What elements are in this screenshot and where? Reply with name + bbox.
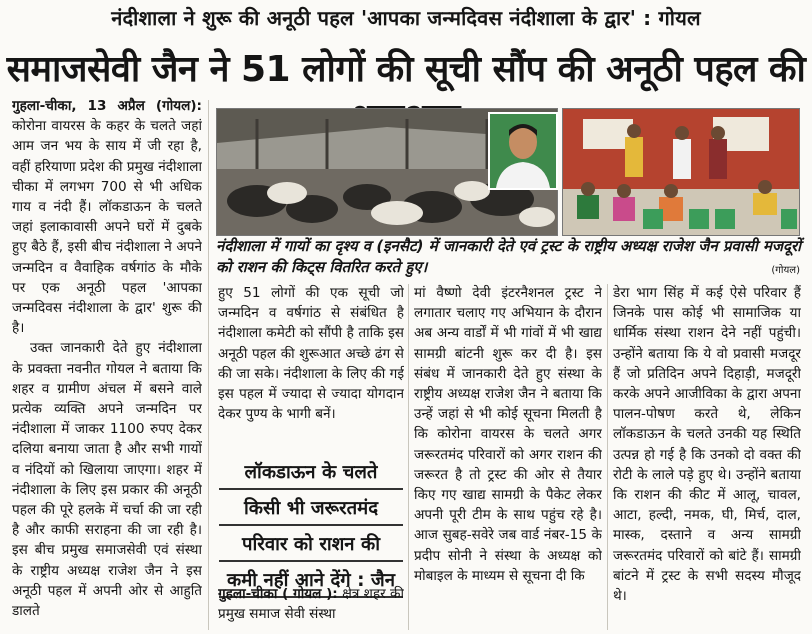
dateline: गुहला-चीका, 13 अप्रैल (गोयल): bbox=[12, 98, 202, 114]
portrait-icon bbox=[490, 114, 556, 188]
pull-quote-line: किसी भी जरूरतमंद bbox=[219, 494, 403, 526]
column-divider bbox=[607, 284, 608, 630]
pull-quote bbox=[219, 454, 403, 602]
column-divider bbox=[208, 100, 209, 630]
column-1-para-1 bbox=[12, 96, 202, 338]
main-headline: समाजसेवी जैन ने 51 लोगों की सूची सौंप की अनूठी पहल की bbox=[6, 49, 806, 90]
portrait-photo bbox=[488, 112, 558, 190]
pull-quote-line: लॉकडाऊन के चलते bbox=[219, 458, 403, 490]
pull-quote-line: परिवार को राशन की bbox=[219, 530, 403, 562]
article-column-3 bbox=[414, 283, 602, 634]
column-4-para-1: डेरा भाग सिंह में कई ऐसे परिवार हैं जिनके पास कोई भी सामाजिक या धार्मिक संस्था राशन देने नहीं पहुंची। उन्होंने बताया कि ये वो प्रवासी मजदूर हैं जो प्रतिदिन अपने दिहाड़ी, मजदूरी करके अपने आजीविका के द्वारा अपना पालन-पोषण करते थे, लेकिन लॉकडाऊन के चलते उनकी यह स्थिति उत्पन्न हो गई है कि उनको दो वक्त की रोटी के लाले पड़े हुए थे। उन्होंने बताया कि राशन की कीट में आलू, चावल, आटा, हल्दी, नमक, घी, मिर्च, दाल, मास्क, दस्ताने व अन्य सामग्री जरूरतमंद परिवारों को बांटे हैं। सामग्री बांटने में ट्रस्ट के सभी सदस्य मौजूद थे। bbox=[613, 285, 801, 605]
kicker-headline: नंदीशाला ने शुरू की अनूठी पहल 'आपका जन्मदिवस नंदीशाला के द्वार' : गोयल bbox=[111, 6, 701, 30]
column-3-para-1: मां वैष्णो देवी इंटरनैशनल ट्रस्ट ने लगातार चलाए गए अभियान के दौरान अब अन्य वार्डों में भी गांवों में भी खाद्य सामग्री बांटनी शुरू कर दी है। इस संबंध में जानकारी देते हुए संस्था के राष्ट्रीय अध्यक्ष राजेश जैन ने बताया कि उन्हें जहां से भी कोई सूचना मिलती है कि कोरोना वायरस के चलते अगर जरूरतमंद परिवारों को अगर राशन की जरूरत है तो ट्रस्ट की ओर से तैयार किए गए खाद्य सामग्री के पैकेट लेकर अपनी पूरी टीम के साथ पहुंच रहे है। आज सुबह-सवेरे जब वार्ड नंबर-15 के प्रदीप सोनी ने संस्था के अध्यक्ष को मोबाइल के माध्यम से सूचना दी कि bbox=[414, 285, 602, 584]
photo-caption: नंदीशाला में गायों का दृश्य व (इनसैट) में जानकारी देते एवं ट्रस्ट के राष्ट्रीय अध्यक्ष राजेश जैन प्रवासी मजदूरों को राशन की किट्स वितरित करते हुए। bbox=[216, 237, 802, 276]
column-2-para-1: हुए 51 लोगों की एक सूची जो जन्मदिन व वर्षगांठ से संबंधित है नंदीशाला कमेटी को सौंपी है ताकि इस अनूठी पहल की शुरूआत अच्छे ढंग से की जा सके। नंदीशाला के लिए की गई इस पहल में ज्यादा से ज्यादा योगदान देकर पुण्य के भागी बनें। bbox=[218, 285, 404, 423]
body-text: क्षेत्र शहर की प्रमुख समाज सेवी संस्था bbox=[218, 586, 404, 623]
body-text: कोरोना वायरस के कहर के चलते जहां आम जन भय के साय में जी रहा है, वहीं हरियाणा प्रदेश की प्रमुख नंदीशाला चीका में लगभग 700 से भी अधिक गाय व नंदी हैं। लॉकडाऊन के चलते जहां इलाकावासी अपने घरों में दुबके हुए बैठे हैं, इसी बीच नंदीशाला ने अपने जन्मदिन व वैवाहिक वर्षगांठ के मौके पर एक अनूठी पहल 'आपका जन्मदिवस नंदीशाला के द्वार' शुरू की है। bbox=[12, 118, 202, 337]
article-column-1 bbox=[12, 96, 202, 634]
dateline: गुहला-चीका ( गोयल ): bbox=[218, 586, 338, 602]
ration-distribution-photo bbox=[562, 108, 800, 236]
column-1-para-2: उक्त जानकारी देते हुए नंदीशाला के प्रवक्ता नवनीत गोयल ने बताया कि शहर व ग्रामीण अंचल में बसने वाले प्रत्येक व्यक्ति अपने जन्मदिन पर नंदीशाला में जाकर 1100 रुपए देकर दलिया बनाया जाता है और सभी गायों व नंदियों को खिलाया जाएगा। शहर में नंदीशाला के लिए इस प्रकार की अनूठी पहल की पूरे हलके में चर्चा की जा रही है और काफी सराहना की जा रही है। इस बीच प्रमुख समाजसेवी एवं संस्था के राष्ट्रीय अध्यक्ष राजेश जैन ने इस अनूठी पहल में अपनी ओर से आहुति डालते bbox=[12, 340, 202, 620]
article-column-2 bbox=[218, 283, 404, 453]
column-2-para-2 bbox=[218, 584, 404, 624]
column-2-tail bbox=[218, 584, 404, 632]
pull-quote-line: कमी नहीं आने देंगे : जैन bbox=[219, 566, 403, 598]
group-photo-icon bbox=[563, 109, 799, 235]
column-divider bbox=[408, 284, 409, 630]
article-column-4 bbox=[613, 283, 801, 634]
photo-credit: (गोयल) bbox=[771, 265, 800, 276]
